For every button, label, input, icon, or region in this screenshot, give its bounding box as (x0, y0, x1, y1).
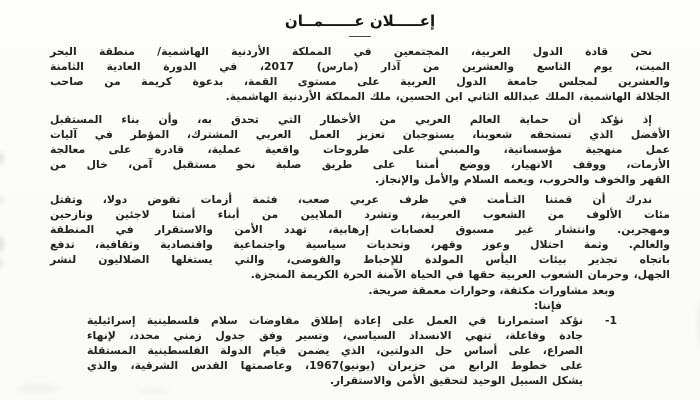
paragraph-affirmation (50, 112, 670, 187)
paragraph-line: إذ نؤكد أن حماية العالم العربي من الأخطار التي تحدق به، وأن بناء المستقبل (50, 113, 652, 126)
document-body (50, 0, 670, 388)
paragraph-line: الجلالة الهاشمية، الملك عبدالله الثاني ابن الحسين، ملك المملكة الأردنية الهاشمية. (225, 90, 670, 103)
paragraph-line: والعشرين لمجلس جامعة الدول العربية على مستوى القمة، بدعوة كريمة من صاحب (50, 75, 670, 88)
list-item-1 (87, 313, 617, 388)
paragraph-line: الجهل، وحرمان الشعوب العربية حقها في الحياة الآمنة الحرة الكريمة المنجزة. (250, 268, 670, 281)
scan-smudge (0, 236, 4, 252)
paragraph-line: عمل منهجية مؤسساتية، والمبني على طروحات واقعية عملية، قادرة على معالجة (50, 143, 670, 156)
list-item-line: الصراع، على أساس حل الدولتين، الذي يضمن قيام الدولة الفلسطينية المستقلة (87, 344, 583, 357)
list-item-line: على خطوط الرابع من حزيران (يونيو)1967، وعاصمتها القدس الشرقية، والذي (87, 359, 583, 372)
title-underline (349, 36, 371, 37)
paragraph-context (50, 192, 670, 282)
paragraph-line: والعالم. وثمة احتلال وعوز وقهر، وتحديات سياسية واجتماعية واقتصادية وثقافية، تدفع (50, 238, 670, 251)
scan-smudge (0, 196, 3, 205)
scan-smudge (0, 258, 3, 268)
list-item-line: نؤكد استمرارنا في العمل على إعادة إطلاق مفاوضات سلام فلسطينية إسرائيلية (87, 314, 583, 327)
paragraph-line: مئات الألوف من الشعوب العربية، وتشرد الملايين من أبناء أمتنا لاجئين ونازحين (50, 208, 670, 221)
paragraph-line: ندرك أن قمتنا التـأمت في ظرف عربي صعب، فثمة أزمات تقوض دولا، وتقتل (50, 193, 652, 206)
paragraph-line: الأزمات، ووقف الانهيار، ووضع أمتنا على طريق صلبة نحو مستقبل آمن، خال من (50, 158, 670, 171)
list-item-text (87, 313, 583, 388)
scan-smudge (0, 152, 4, 165)
page-title: إعـــــلان عــــــمــان (284, 12, 436, 30)
paragraph-line: الميت، يوم التاسع والعشرين من آذار (مارس) 2017، في الدورة العادية الثامنة (50, 60, 670, 73)
scan-smudge (140, 388, 170, 394)
paragraph-line: القهر والخوف والحروب، ويعمه السلام والأمل والإنجاز. (374, 173, 670, 186)
lead-in-line: فإننا: (534, 299, 562, 312)
paragraph-line: باتجاه تجذير بيئات اليأس المولدة للإحباط والفوضى، والتي يستغلها الضلاليون لنشر (50, 253, 670, 266)
paragraph-line: الأفضل الذي تستحقه شعوبنا، يستوجبان تعزيز العمل العربي المشترك، المؤطر في آليات (50, 128, 670, 141)
paragraph-line: نحن قادة الدول العربية، المجتمعين في المملكة الأردنية الهاشمية/ منطقة البحر (50, 45, 652, 58)
title-block (50, 0, 670, 37)
list-item-line: يشكل السبيل الوحيد لتحقيق الأمن والاستقرار. (329, 374, 583, 387)
list-item-line: جادة وفاعلة، تنهي الانسداد السياسي، وتسير وفق جدول زمني محدد، لإنهاء (87, 329, 583, 342)
paragraph-preamble (50, 44, 670, 104)
paragraph-line: ومهجرين. وانتشار غير مسبوق لعصابات إرهابية، تهدد الأمن والاستقرار في المنطقة (50, 223, 670, 236)
consultations-line: وبعد مشاورات مكثفة، وحوارات معمقة صريحة. (368, 284, 615, 297)
list-item-marker: 1- (605, 314, 617, 327)
